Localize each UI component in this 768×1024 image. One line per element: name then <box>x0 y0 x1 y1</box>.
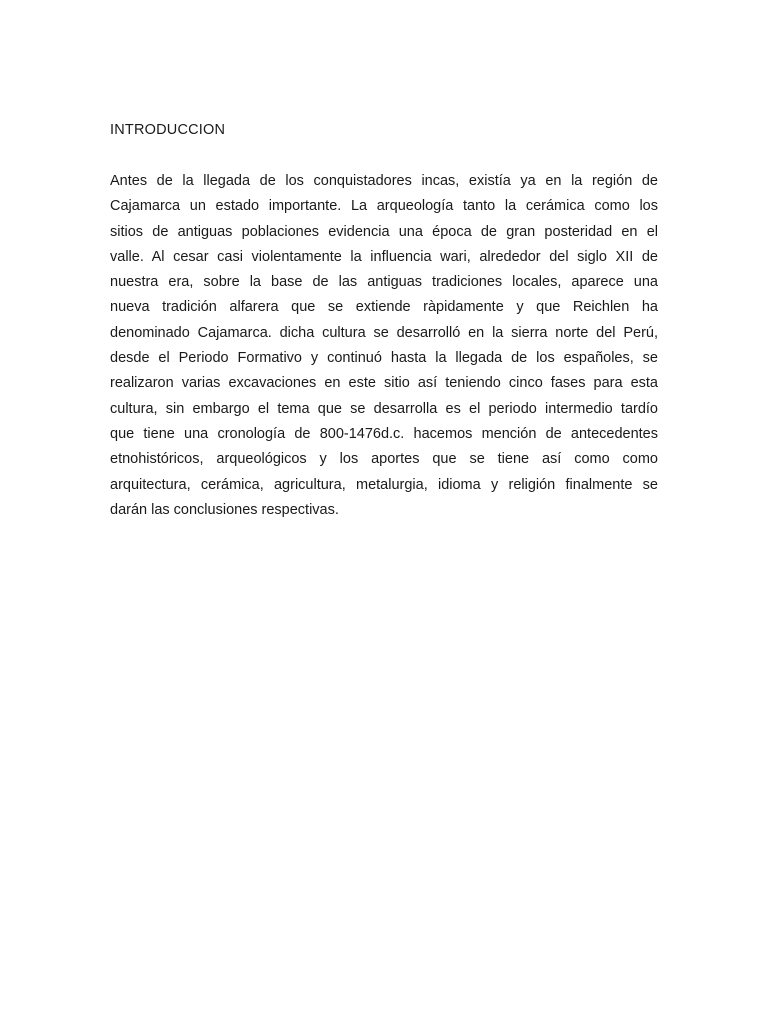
paragraph-line: etnohistóricos, arqueológicos y los aportes que se tiene así como como <box>110 451 658 468</box>
paragraph-line: valle. Al cesar casi violentamente la influencia wari, alrededor del siglo XII de <box>110 248 658 265</box>
paragraph-line: Cajamarca un estado importante. La arqueología tanto la cerámica como los <box>110 198 658 215</box>
paragraph-line: darán las conclusiones respectivas. <box>110 501 339 518</box>
paragraph-line: denominado Cajamarca. dicha cultura se desarrolló en la sierra norte del Perú, <box>110 324 658 341</box>
paragraph-line: realizaron varias excavaciones en este sitio así teniendo cinco fases para esta <box>110 375 658 392</box>
page-title: INTRODUCCION <box>110 122 226 138</box>
introduction-paragraph <box>110 169 658 523</box>
paragraph-line: que tiene una cronología de 800-1476d.c. hacemos mención de antecedentes <box>110 425 658 442</box>
paragraph-line: sitios de antiguas poblaciones evidencia una época de gran posteridad en el <box>110 223 658 240</box>
paragraph-line: arquitectura, cerámica, agricultura, metalurgia, idioma y religión finalmente se <box>110 476 658 493</box>
paragraph-line: nueva tradición alfarera que se extiende ràpidamente y que Reichlen ha <box>110 299 658 316</box>
paragraph-line: nuestra era, sobre la base de las antiguas tradiciones locales, aparece una <box>110 274 658 291</box>
paragraph-line: cultura, sin embargo el tema que se desarrolla es el periodo intermedio tardío <box>110 400 658 417</box>
paragraph-line: desde el Periodo Formativo y continuó hasta la llegada de los españoles, se <box>110 350 658 367</box>
paragraph-line: Antes de la llegada de los conquistadores incas, existía ya en la región de <box>110 173 658 189</box>
